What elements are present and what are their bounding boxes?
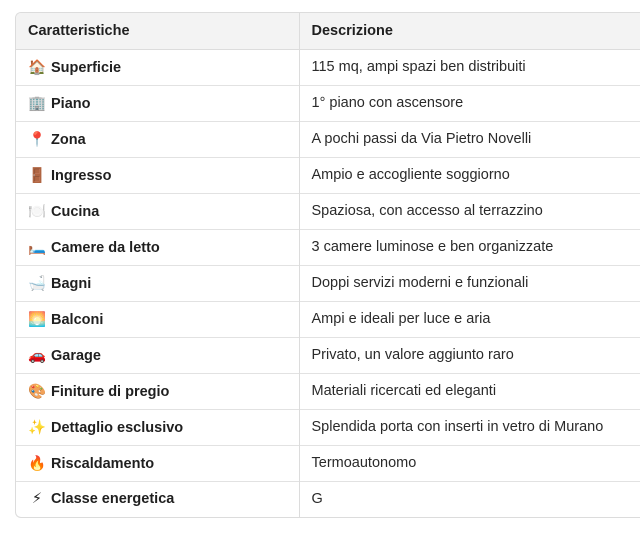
header-row <box>16 13 640 49</box>
header-descrizione: Descrizione <box>299 13 640 49</box>
feature-cell <box>16 337 299 373</box>
description-cell: Ampio e accogliente soggiorno <box>299 157 640 193</box>
feature-cell <box>16 301 299 337</box>
description-cell: Privato, un valore aggiunto raro <box>299 337 640 373</box>
feature-label: Balconi <box>51 311 104 328</box>
table-body <box>16 49 640 517</box>
feature-cell <box>16 121 299 157</box>
feature-label: Classe energetica <box>51 491 175 508</box>
description-cell: G <box>299 481 640 517</box>
table-row <box>16 445 640 481</box>
feature-cell <box>16 409 299 445</box>
description-cell: Splendida porta con inserti in vetro di Murano <box>299 409 640 445</box>
feature-cell <box>16 193 299 229</box>
feature-cell <box>16 445 299 481</box>
description-cell: 3 camere luminose e ben organizzate <box>299 229 640 265</box>
feature-label: Garage <box>51 347 101 364</box>
description-cell: 115 mq, ampi spazi ben distribuiti <box>299 49 640 85</box>
location-pin-icon: 📍 <box>28 131 47 148</box>
feature-label: Zona <box>51 131 86 148</box>
feature-label: Cucina <box>51 203 100 220</box>
feature-label: Finiture di pregio <box>51 383 170 400</box>
feature-cell <box>16 85 299 121</box>
table-row <box>16 193 640 229</box>
table-header <box>16 13 640 49</box>
description-cell: A pochi passi da Via Pietro Novelli <box>299 121 640 157</box>
bathtub-icon: 🛁 <box>28 275 47 292</box>
description-cell: Termoautonomo <box>299 445 640 481</box>
table-row <box>16 337 640 373</box>
feature-cell <box>16 157 299 193</box>
table-row <box>16 85 640 121</box>
feature-cell <box>16 265 299 301</box>
sunrise-icon: 🌅 <box>28 311 47 328</box>
feature-label: Dettaglio esclusivo <box>51 419 184 436</box>
feature-label: Riscaldamento <box>51 455 155 472</box>
door-icon: 🚪 <box>28 167 47 184</box>
feature-cell <box>16 49 299 85</box>
description-cell: Materiali ricercati ed eleganti <box>299 373 640 409</box>
feature-label: Camere da letto <box>51 239 160 256</box>
table-row <box>16 265 640 301</box>
description-cell: Doppi servizi moderni e funzionali <box>299 265 640 301</box>
sparkles-icon: ✨ <box>28 419 47 436</box>
table-row <box>16 229 640 265</box>
lightning-icon: ⚡ <box>31 491 43 508</box>
description-cell: 1° piano con ascensore <box>299 85 640 121</box>
palette-icon: 🎨 <box>28 383 47 400</box>
description-cell: Ampi e ideali per luce e aria <box>299 301 640 337</box>
table-row <box>16 373 640 409</box>
fire-icon: 🔥 <box>28 455 47 472</box>
header-caratteristiche: Caratteristiche <box>16 13 299 49</box>
table-row <box>16 409 640 445</box>
feature-cell <box>16 229 299 265</box>
description-cell: Spaziosa, con accesso al terrazzino <box>299 193 640 229</box>
car-icon: 🚗 <box>28 347 47 364</box>
house-icon: 🏠 <box>28 59 47 76</box>
feature-label: Ingresso <box>51 167 112 184</box>
table-row <box>16 121 640 157</box>
plate-cutlery-icon: 🍽️ <box>28 203 47 220</box>
feature-label: Bagni <box>51 275 92 292</box>
feature-label: Piano <box>51 95 91 112</box>
feature-cell <box>16 373 299 409</box>
feature-cell <box>16 481 299 517</box>
table-row <box>16 49 640 85</box>
table-row <box>16 481 640 517</box>
features-table-container <box>15 12 640 518</box>
table-row <box>16 301 640 337</box>
feature-label: Superficie <box>51 59 122 76</box>
bed-icon: 🛏️ <box>28 239 47 256</box>
features-table <box>16 13 640 517</box>
table-row <box>16 157 640 193</box>
office-building-icon: 🏢 <box>28 95 47 112</box>
